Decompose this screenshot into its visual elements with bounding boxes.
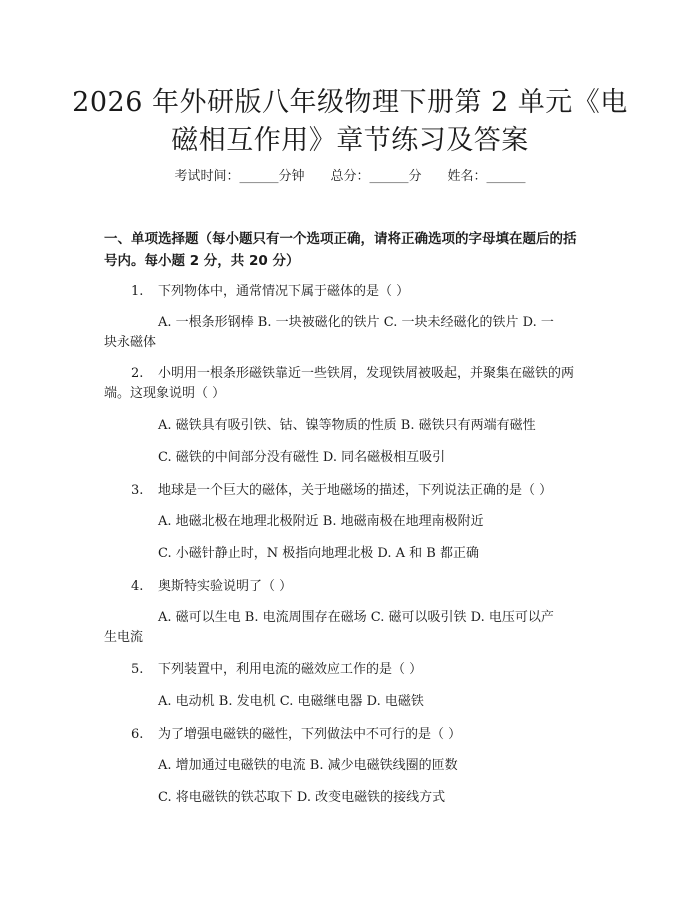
options-line-2: 块永磁体 [104, 335, 157, 350]
question-number: 2. [131, 366, 144, 381]
options-line-1: A. 磁铁具有吸引铁、钴、镍等物质的性质 B. 磁铁只有两端有磁性 [158, 418, 536, 433]
section-heading-line-1: 一、单项选择题（每小题只有一个选项正确，请将正确选项的字母填在题后的括 [104, 231, 577, 247]
options-line-2: C. 磁铁的中间部分没有磁性 D. 同名磁极相互吸引 [158, 450, 446, 465]
title-line-2: 磁相互作用》章节练习及答案 [171, 125, 529, 156]
question-stem: 地球是一个巨大的磁体，关于地磁场的描述，下列说法正确的是（ ） [158, 483, 553, 498]
question-stem-line-2: 端。这现象说明（ ） [104, 386, 226, 401]
question-number: 6. [131, 727, 144, 742]
total-score: 总分：______分 [330, 169, 422, 184]
student-name: 姓名：______ [447, 169, 526, 184]
options-line-2: 生电流 [104, 630, 144, 645]
question-stem: 小明用一根条形磁铁靠近一些铁屑，发现铁屑被吸起，并聚集在磁铁的两 [158, 366, 575, 381]
question-number: 5. [131, 662, 144, 677]
title-line-1: 2026 年外研版八年级物理下册第 2 单元《电 [72, 87, 628, 118]
section-heading-line-2: 号内。每小题 2 分，共 20 分） [104, 253, 300, 269]
question-stem: 下列装置中，利用电流的磁效应工作的是（ ） [158, 662, 423, 677]
question-number: 3. [131, 483, 144, 498]
options-line-1: A. 磁可以生电 B. 电流周围存在磁场 C. 磁可以吸引铁 D. 电压可以产 [158, 610, 554, 625]
question-stem: 下列物体中，通常情况下属于磁体的是（ ） [158, 284, 410, 299]
options-line-1: A. 电动机 B. 发电机 C. 电磁继电器 D. 电磁铁 [158, 694, 424, 709]
options-line-1: A. 一根条形钢棒 B. 一块被磁化的铁片 C. 一块未经磁化的铁片 D. 一 [158, 315, 554, 330]
section-heading [104, 228, 604, 272]
exam-info [0, 167, 700, 187]
options-line-2: C. 将电磁铁的铁芯取下 D. 改变电磁铁的接线方式 [158, 790, 446, 805]
question-number: 4. [131, 579, 144, 594]
exam-time: 考试时间：______分钟 [174, 169, 305, 184]
options-line-1: A. 地磁北极在地理北极附近 B. 地磁南极在地理南极附近 [158, 514, 484, 529]
question-number: 1. [131, 284, 144, 299]
question-stem: 奥斯特实验说明了（ ） [158, 579, 293, 594]
options-line-2: C. 小磁针静止时，N 极指向地理北极 D. A 和 B 都正确 [158, 546, 479, 561]
options-line-1: A. 增加通过电磁铁的电流 B. 减少电磁铁线圈的匝数 [158, 758, 458, 773]
question-stem: 为了增强电磁铁的磁性，下列做法中不可行的是（ ） [158, 727, 462, 742]
document-title [60, 84, 640, 160]
